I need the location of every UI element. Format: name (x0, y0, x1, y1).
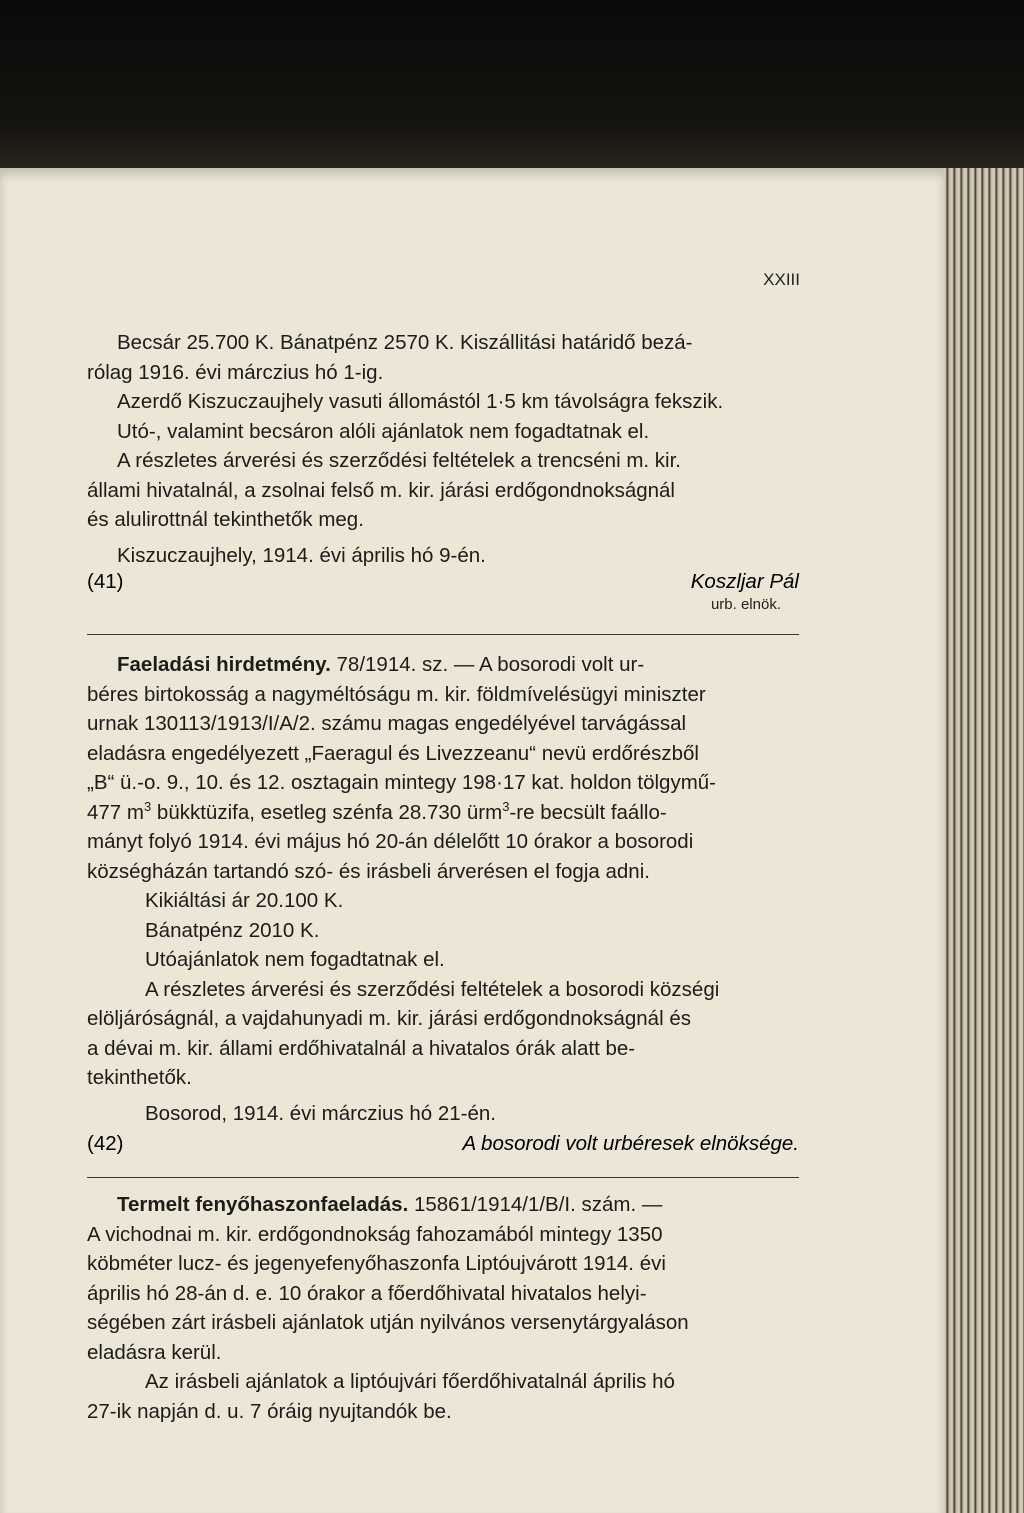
notice42-line: Faeladási hirdetmény. 78/1914. sz. — A bosorodi volt ur- (117, 653, 645, 676)
notice42-line: béres birtokosság a nagyméltóságu m. kir. földmívelésügyi miniszter (87, 682, 706, 706)
notice41-line: Utó-, valamint becsáron alóli ajánlatok nem fogadtatnak el. (117, 419, 650, 443)
notice41-signer: Koszljar Pál (690, 570, 799, 593)
notice42-line: elöljáróságnál, a vajdahunyadi m. kir. járási erdőgondnokságnál és (87, 1007, 691, 1030)
notice42-line: községházán tartandó szó- és irásbeli árverésen el fogja adni. (87, 859, 650, 883)
notice42-line: 477 $m^3$ bükktüzifa, esetleg szénfa 28.730 ürm$^3$-re becsült faállo- (87, 798, 667, 824)
notice41-line: Azerdő Kiszuczaujhely vasuti állomástól 1·5 km távolságra fekszik. (117, 390, 724, 413)
notice41-line: állami hivatalnál, a zsolnai felső m. kir. járási erdőgondnokságnál (87, 478, 675, 502)
divider (87, 634, 799, 635)
notice41-signature (87, 570, 799, 594)
notice3-line: Termelt fenyőhaszonfaeladás. 15861/1914/1/B/I. szám. — (117, 1193, 663, 1216)
notice41-line: Becsár 25.700 K. Bánatpénz 2570 K. Kiszállitási határidő bezá- (117, 331, 693, 354)
notice3-title: Termelt fenyőhaszonfaeladás. (117, 1193, 409, 1216)
notice42-offers: Utóajánlatok nem fogadtatnak el. (145, 948, 445, 971)
notice42-price: Kikiáltási ár 20.100 K. (145, 889, 344, 912)
notice41-signer-title: urb. elnök. (710, 596, 781, 613)
notice42-place-date: Bosorod, 1914. évi márczius hó 21-én. (145, 1101, 496, 1125)
notice42-line: A részletes árverési és szerződési feltételek a bosorodi községi (145, 977, 720, 1001)
notice42-signer: A bosorodi volt urbéresek elnöksége. (462, 1132, 799, 1155)
notice42-line: urnak 130113/1913/I/A/2. számu magas engedélyével tarvágással (87, 712, 687, 735)
notice3-line: köbméter lucz- és jegenyefenyőhaszonfa Liptóujvárott 1914. évi (87, 1252, 666, 1275)
notice3-line: A vichodnai m. kir. erdőgondnokság fahozamából mintegy 1350 (87, 1222, 663, 1246)
notice-fenyo (87, 1190, 799, 1426)
notice42-signature (87, 1132, 799, 1156)
background-shadow (0, 0, 1024, 175)
notice-41 (87, 328, 799, 616)
notice42-line: a dévai m. kir. állami erdőhivatalnál a hivatalos órák alatt be- (87, 1036, 636, 1060)
notice42-line: tekinthetők. (87, 1066, 192, 1089)
notice3-line: 27-ik napján d. u. 7 óráig nyujtandók be. (87, 1399, 452, 1423)
notice42-line: eladásra engedélyezett „Faeragul és Livezzeanu“ nevü erdőrészből (87, 741, 699, 765)
page-edges (944, 168, 1024, 1513)
notice-42 (87, 650, 799, 1156)
page-number: XXIII (763, 270, 800, 289)
divider (87, 1177, 799, 1178)
notice3-line: ségében zárt irásbeli ajánlatok utján nyilvános versenytárgyaláson (87, 1311, 689, 1334)
notice41-place-date: Kiszuczaujhely, 1914. évi április hó 9-én. (117, 543, 486, 567)
notice41-line: és alulirottnál tekinthetők meg. (87, 508, 364, 531)
notice41-line: rólag 1916. évi márczius hó 1-ig. (87, 360, 384, 384)
notice42-deposit: Bánatpénz 2010 K. (145, 918, 320, 942)
notice42-line: mányt folyó 1914. évi május hó 20-án délelőtt 10 órakor a bosorodi (87, 830, 694, 853)
notice41-line: A részletes árverési és szerződési feltételek a trencséni m. kir. (117, 449, 681, 472)
notice42-title: Faeladási hirdetmény. (117, 653, 331, 676)
notice3-line: eladásra kerül. (87, 1340, 222, 1364)
notice42-line: „B“ ü.-o. 9., 10. és 12. osztagain mintegy 198·17 kat. holdon tölgymű- (87, 771, 717, 794)
notice42-number: (42) (87, 1132, 124, 1155)
notice3-line: Az irásbeli ajánlatok a liptóujvári főerdőhivatalnál április hó (145, 1370, 675, 1393)
notice3-line: április hó 28-án d. e. 10 órakor a főerdőhivatal hivatalos helyi- (87, 1281, 647, 1305)
notice41-number: (41) (87, 570, 124, 593)
